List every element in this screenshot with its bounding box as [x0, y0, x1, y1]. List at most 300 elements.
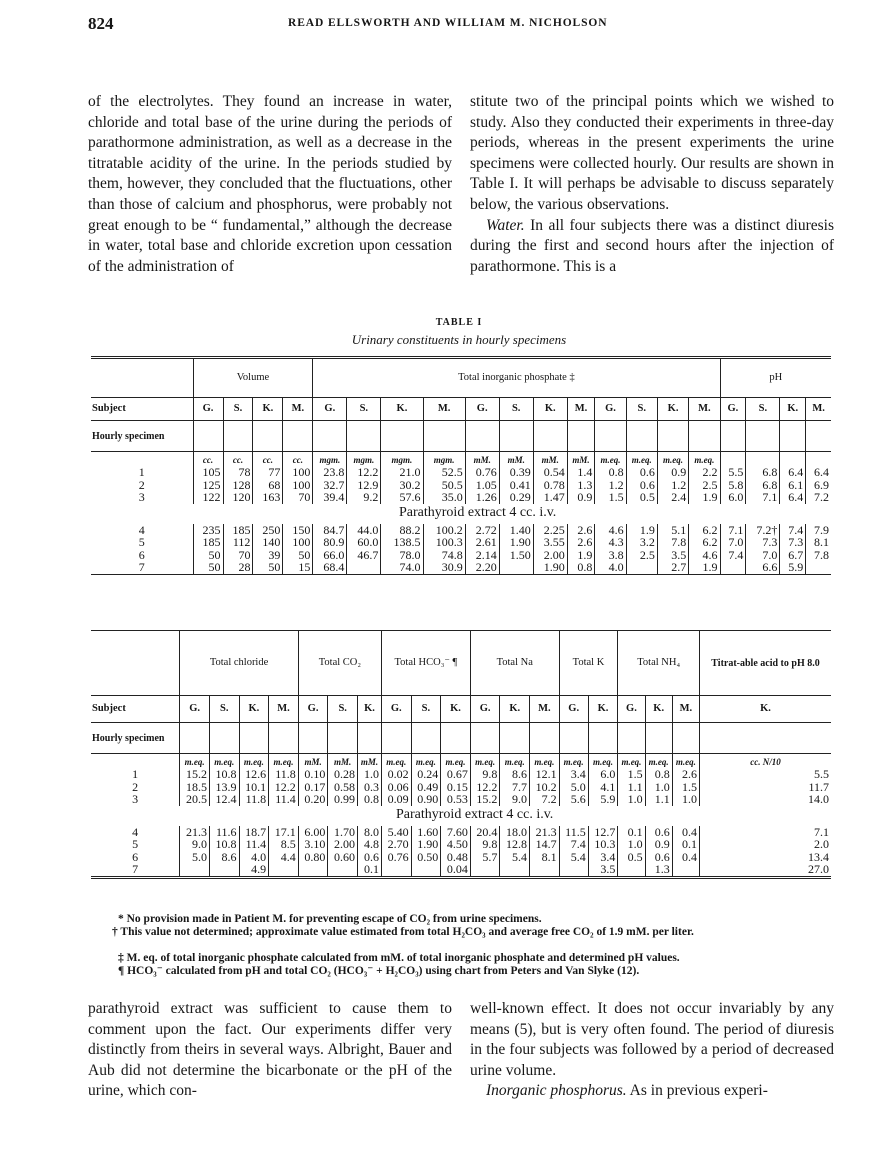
subject-header: G.: [193, 398, 223, 421]
data-cell: 1.1: [645, 793, 672, 806]
empty-cell: [209, 723, 239, 754]
bottom-left-column: [88, 999, 452, 1102]
data-cell: 6.4: [806, 466, 831, 479]
group-header: Total inorganic phosphate ‡: [313, 358, 720, 398]
data-cell: 35.0: [423, 491, 465, 504]
hour-number: 7: [132, 862, 139, 876]
subject-header: G.: [595, 398, 626, 421]
data-cell: 7.1: [746, 491, 780, 504]
data-cell: 100: [283, 479, 313, 492]
unit-cell: [780, 452, 806, 467]
data-cell: 30.9: [423, 561, 465, 574]
data-cell: 1.4: [567, 466, 595, 479]
data-cell: 9.8: [470, 838, 500, 851]
data-cell: 18.0: [500, 826, 530, 839]
subject-header: G.: [470, 696, 500, 723]
data-cell: 4.3: [595, 536, 626, 549]
data-cell: 39.4: [313, 491, 347, 504]
empty-cell: [500, 723, 530, 754]
data-cell: 74.0: [381, 561, 423, 574]
data-cell: [559, 863, 588, 877]
data-cell: 12.2: [347, 466, 381, 479]
data-cell: 7.8: [806, 549, 831, 562]
data-cell: 7.4: [780, 524, 806, 537]
empty-cell: [180, 723, 210, 754]
subject-header: K.: [381, 398, 423, 421]
data-cell: 0.09: [381, 793, 411, 806]
data-cell: 7.0: [746, 549, 780, 562]
data-cell: 14.7: [530, 838, 560, 851]
data-cell: 11.4: [239, 838, 269, 851]
unit-cell: m.eq.: [411, 754, 441, 769]
data-cell: 18.5: [180, 781, 210, 794]
data-cell: 2.0: [700, 838, 831, 851]
data-cell: 32.7: [313, 479, 347, 492]
run-in-heading: Inorganic phosphorus.: [486, 1082, 627, 1100]
data-cell: 140: [253, 536, 283, 549]
data-cell: 1.3: [567, 479, 595, 492]
data-cell: 1.5: [672, 781, 699, 794]
empty-cell: [193, 421, 223, 452]
group-header: pH: [720, 358, 831, 398]
unit-cell: mgm.: [423, 452, 465, 467]
data-cell: 4.0: [239, 851, 269, 864]
table-row: [91, 863, 831, 877]
data-cell: 21.3: [530, 826, 560, 839]
subject-header: K.: [500, 696, 530, 723]
empty-cell: [298, 723, 328, 754]
data-cell: 2.14: [465, 549, 499, 562]
data-cell: 6.8: [746, 466, 780, 479]
data-cell: 2.5: [626, 549, 657, 562]
data-cell: 15.2: [180, 768, 210, 781]
subject-header: K.: [253, 398, 283, 421]
data-cell: [347, 561, 381, 574]
data-cell: 14.0: [700, 793, 831, 806]
data-cell: 3.10: [298, 838, 328, 851]
data-cell: 5.0: [180, 851, 210, 864]
data-cell: 15.2: [470, 793, 500, 806]
table-part-1: [91, 356, 831, 575]
data-cell: 2.20: [465, 561, 499, 574]
data-cell: 0.9: [645, 838, 672, 851]
data-cell: 4.4: [269, 851, 299, 864]
data-cell: 1.05: [465, 479, 499, 492]
data-cell: 0.06: [381, 781, 411, 794]
data-cell: 30.2: [381, 479, 423, 492]
data-cell: 100.2: [423, 524, 465, 537]
unit-cell: m.eq.: [618, 754, 645, 769]
data-cell: 5.8: [720, 479, 746, 492]
data-cell: 57.6: [381, 491, 423, 504]
empty-cell: [347, 421, 381, 452]
data-cell: 9.0: [500, 793, 530, 806]
run-in-heading: Water.: [486, 216, 525, 234]
empty-cell: [223, 421, 253, 452]
data-cell: 0.8: [567, 561, 595, 574]
group-header-row: [91, 358, 831, 398]
data-cell: 1.2: [657, 479, 688, 492]
data-cell: 8.0: [357, 826, 381, 839]
data-cell: 7.1: [700, 826, 831, 839]
hour-number: 6: [132, 849, 139, 864]
hourly-specimen-row: [91, 421, 831, 452]
data-cell: 8.6: [500, 768, 530, 781]
data-cell: 13.4: [700, 851, 831, 864]
subject-header: S.: [328, 696, 358, 723]
table-part-2: [91, 630, 831, 879]
data-cell: 100: [283, 466, 313, 479]
data-cell: 7.0: [720, 536, 746, 549]
subject-header: K.: [441, 696, 471, 723]
subject-header: S.: [626, 398, 657, 421]
paragraph: parathyroid extract was sufficient to cause them to comment upon the fact. Our experiments differ very distinctly from theirs in several ways. Albright, Bauer and Aub did not determine the bicarbonate or the pH of the urine, which con-: [88, 1000, 452, 1100]
empty-cell: [313, 421, 347, 452]
paragraph: stitute two of the principal points which we wished to study. Also they conducted their experiments in three-day periods, whereas in the present experiments the urine specimens were collected hourly. Our results are shown in Table I. It will perhaps be advisable to discuss separately below, the various observations.: [470, 93, 834, 213]
empty-cell: [700, 723, 831, 754]
running-head: READ ELLSWORTH AND WILLIAM M. NICHOLSON: [288, 17, 608, 29]
data-cell: 5.5: [700, 768, 831, 781]
data-cell: 2.72: [465, 524, 499, 537]
data-cell: 6.1: [780, 479, 806, 492]
data-cell: 120: [223, 491, 253, 504]
table-row: [91, 838, 831, 851]
unit-cell: mM.: [567, 452, 595, 467]
unit-cell: mM.: [328, 754, 358, 769]
subject-header: K.: [780, 398, 806, 421]
data-cell: 100.3: [423, 536, 465, 549]
empty-cell: [559, 723, 588, 754]
units-row: [91, 754, 831, 769]
data-cell: 0.3: [357, 781, 381, 794]
hour-number: 4: [138, 522, 145, 537]
data-cell: 68.4: [313, 561, 347, 574]
data-cell: 2.70: [381, 838, 411, 851]
subject-header: M.: [689, 398, 720, 421]
data-cell: [618, 863, 645, 877]
hourly-specimen-row: [91, 723, 831, 754]
unit-cell: cc.: [283, 452, 313, 467]
data-cell: 1.90: [411, 838, 441, 851]
data-cell: 100: [283, 536, 313, 549]
table-row: [91, 561, 831, 574]
data-cell: 6.6: [746, 561, 780, 574]
data-cell: 46.7: [347, 549, 381, 562]
empty-cell: [381, 723, 411, 754]
data-cell: 6.7: [780, 549, 806, 562]
data-cell: 6.9: [806, 479, 831, 492]
data-cell: 1.50: [499, 549, 533, 562]
subject-header: M.: [672, 696, 699, 723]
table-row: [91, 491, 831, 504]
data-cell: 7.7: [500, 781, 530, 794]
data-cell: 50: [193, 561, 223, 574]
data-cell: 28: [223, 561, 253, 574]
data-cell: 80.9: [313, 536, 347, 549]
data-cell: 11.4: [269, 793, 299, 806]
subject-label: Subject: [91, 398, 193, 421]
unit-cell: [720, 452, 746, 467]
data-cell: 7.3: [780, 536, 806, 549]
data-cell: 2.25: [533, 524, 567, 537]
hour-number: 4: [132, 824, 139, 839]
unit-cell: m.eq.: [441, 754, 471, 769]
data-cell: 5.40: [381, 826, 411, 839]
group-header-row: [91, 631, 831, 696]
unit-cell: m.eq.: [530, 754, 560, 769]
data-cell: [499, 561, 533, 574]
data-cell: 4.50: [441, 838, 471, 851]
data-cell: 10.2: [530, 781, 560, 794]
data-cell: 77: [253, 466, 283, 479]
data-cell: 2.6: [567, 536, 595, 549]
data-cell: 11.5: [559, 826, 588, 839]
data-cell: 2.6: [567, 524, 595, 537]
data-cell: 4.9: [239, 863, 269, 877]
data-cell: 5.0: [559, 781, 588, 794]
data-cell: 6.0: [720, 491, 746, 504]
empty-cell: [806, 421, 831, 452]
subject-header: G.: [465, 398, 499, 421]
empty-cell: [283, 421, 313, 452]
data-cell: 0.28: [328, 768, 358, 781]
data-cell: 84.7: [313, 524, 347, 537]
data-cell: 10.3: [588, 838, 618, 851]
hour-number: 1: [138, 465, 145, 479]
unit-cell: m.eq.: [500, 754, 530, 769]
subject-header: S.: [411, 696, 441, 723]
empty-cell: [618, 723, 645, 754]
data-cell: 5.6: [559, 793, 588, 806]
data-cell: 9.0: [180, 838, 210, 851]
empty-cell: [533, 421, 567, 452]
data-cell: 235: [193, 524, 223, 537]
data-cell: 12.7: [588, 826, 618, 839]
data-cell: 11.6: [209, 826, 239, 839]
unit-cell: mM.: [298, 754, 328, 769]
unit-cell: mgm.: [313, 452, 347, 467]
data-cell: 12.9: [347, 479, 381, 492]
data-cell: 0.9: [567, 491, 595, 504]
unit-cell: m.eq.: [689, 452, 720, 467]
data-cell: 0.6: [357, 851, 381, 864]
empty-cell: [588, 723, 618, 754]
page-header: [88, 14, 830, 36]
hour-number: 2: [138, 477, 145, 492]
subject-header: K.: [645, 696, 672, 723]
data-cell: 12.6: [239, 768, 269, 781]
paragraph-phosphorus: Inorganic phosphorus. As in previous experi-: [486, 1082, 768, 1100]
data-cell: 12.4: [209, 793, 239, 806]
data-cell: [672, 863, 699, 877]
data-cell: 6.00: [298, 826, 328, 839]
group-header: Total HCO₃⁻ ¶: [381, 631, 470, 696]
data-cell: 185: [193, 536, 223, 549]
group-header: Volume: [193, 358, 313, 398]
table-row: [91, 536, 831, 549]
data-cell: 2.7: [657, 561, 688, 574]
data-cell: 20.5: [180, 793, 210, 806]
data-cell: 18.7: [239, 826, 269, 839]
data-cell: 9.8: [470, 768, 500, 781]
page-number: 824: [88, 14, 114, 33]
extract-note-row: [91, 806, 831, 826]
subject-header: M.: [530, 696, 560, 723]
data-cell: [720, 561, 746, 574]
data-cell: 1.90: [499, 536, 533, 549]
data-cell: [500, 863, 530, 877]
data-cell: 5.9: [588, 793, 618, 806]
unit-cell: m.eq.: [381, 754, 411, 769]
data-cell: 23.8: [313, 466, 347, 479]
subject-header: S.: [746, 398, 780, 421]
data-cell: 17.1: [269, 826, 299, 839]
data-cell: 8.6: [209, 851, 239, 864]
paragraph: of the electrolytes. They found an increase in water, chloride and total base of the urine during the periods of parathormone administration, as well as a decrease in the titratable acidity of the urine. In the periods studied by them, however, they concluded that the fluctuations, other than those of calcium and phosphorus, were probably not great enough to be “ fundamental,” although the decrease in water, total base and chloride excretion upon cessation of the administration of: [88, 93, 452, 275]
empty-cell: [657, 421, 688, 452]
table-row: [91, 768, 831, 781]
data-cell: 2.00: [533, 549, 567, 562]
subject-header: G.: [298, 696, 328, 723]
subject-header: S.: [223, 398, 253, 421]
data-cell: [209, 863, 239, 877]
empty-cell: [91, 754, 180, 769]
subject-header: G.: [381, 696, 411, 723]
subject-label: Subject: [91, 696, 180, 723]
data-cell: [626, 561, 657, 574]
data-cell: 0.39: [499, 466, 533, 479]
data-cell: 0.17: [298, 781, 328, 794]
data-cell: 0.29: [499, 491, 533, 504]
unit-cell: [806, 452, 831, 467]
data-cell: 12.2: [470, 781, 500, 794]
data-cell: 0.15: [441, 781, 471, 794]
data-cell: 27.0: [700, 863, 831, 877]
data-cell: 70: [283, 491, 313, 504]
table-label: TABLE I: [435, 317, 483, 328]
hour-number: 6: [138, 547, 145, 562]
group-header: Total K: [559, 631, 618, 696]
data-cell: [530, 863, 560, 877]
data-cell: 1.26: [465, 491, 499, 504]
data-cell: 5.9: [780, 561, 806, 574]
data-cell: 3.4: [588, 851, 618, 864]
data-cell: 122: [193, 491, 223, 504]
data-cell: 2.2: [689, 466, 720, 479]
unit-cell: m.eq.: [559, 754, 588, 769]
data-cell: 1.47: [533, 491, 567, 504]
data-cell: 0.8: [595, 466, 626, 479]
subject-header: K.: [657, 398, 688, 421]
data-cell: 6.8: [746, 479, 780, 492]
data-cell: 4.6: [595, 524, 626, 537]
unit-cell: m.eq.: [626, 452, 657, 467]
unit-cell: mgm.: [381, 452, 423, 467]
data-cell: 0.76: [465, 466, 499, 479]
data-cell: 12.8: [500, 838, 530, 851]
data-cell: 88.2: [381, 524, 423, 537]
subject-header-row: [91, 398, 831, 421]
data-cell: 7.2: [530, 793, 560, 806]
data-cell: 0.76: [381, 851, 411, 864]
empty-cell: [720, 421, 746, 452]
subject-header: K.: [533, 398, 567, 421]
unit-cell: m.eq.: [672, 754, 699, 769]
top-left-column: [88, 92, 452, 277]
data-cell: 0.53: [441, 793, 471, 806]
data-cell: 1.9: [567, 549, 595, 562]
data-cell: 6.4: [780, 491, 806, 504]
data-cell: 6.0: [588, 768, 618, 781]
data-cell: 50.5: [423, 479, 465, 492]
hour-number: 5: [138, 535, 145, 549]
empty-cell: [357, 723, 381, 754]
data-cell: 1.0: [618, 838, 645, 851]
subject-header: K.: [239, 696, 269, 723]
empty-cell: [567, 421, 595, 452]
empty-cell: [441, 723, 471, 754]
data-cell: [381, 863, 411, 877]
data-cell: 128: [223, 479, 253, 492]
data-cell: 0.48: [441, 851, 471, 864]
data-cell: [470, 863, 500, 877]
data-cell: 7.2†: [746, 524, 780, 537]
empty-cell: [499, 421, 533, 452]
data-cell: 9.2: [347, 491, 381, 504]
data-cell: 60.0: [347, 536, 381, 549]
subject-header: K.: [588, 696, 618, 723]
subject-header-row: [91, 696, 831, 723]
unit-cell: [746, 452, 780, 467]
data-cell: 21.3: [180, 826, 210, 839]
subject-header: K.: [700, 696, 831, 723]
hour-number: 5: [132, 837, 139, 851]
data-cell: 112: [223, 536, 253, 549]
empty-cell: [269, 723, 299, 754]
data-cell: 0.6: [626, 479, 657, 492]
data-cell: 1.60: [411, 826, 441, 839]
data-cell: 68: [253, 479, 283, 492]
data-cell: 66.0: [313, 549, 347, 562]
data-cell: 0.8: [357, 793, 381, 806]
unit-cell: m.eq.: [239, 754, 269, 769]
data-cell: 1.1: [618, 781, 645, 794]
corner-cell: [91, 631, 180, 696]
corner-cell: [91, 358, 193, 398]
data-cell: 0.04: [441, 863, 471, 877]
data-cell: 0.10: [298, 768, 328, 781]
data-cell: 0.1: [618, 826, 645, 839]
data-cell: 0.90: [411, 793, 441, 806]
data-cell: 5.7: [470, 851, 500, 864]
empty-cell: [672, 723, 699, 754]
unit-cell: mM.: [499, 452, 533, 467]
group-header: Total NH₄: [618, 631, 700, 696]
footnote: * No provision made in Patient M. for preventing escape of CO₂ from urine specimens.: [118, 913, 542, 925]
data-cell: 0.4: [672, 826, 699, 839]
data-cell: 0.67: [441, 768, 471, 781]
paragraph: well-known effect. It does not occur invariably by any means (5), but is very often found. The period of diuresis in the four subjects was followed by a period of decreased urine volume.: [470, 1000, 834, 1079]
data-cell: 1.3: [645, 863, 672, 877]
data-cell: 6.2: [689, 524, 720, 537]
empty-cell: [746, 421, 780, 452]
data-cell: 1.0: [672, 793, 699, 806]
empty-cell: [423, 421, 465, 452]
data-cell: 3.2: [626, 536, 657, 549]
paragraph-water: Water. In all four subjects there was a distinct diuresis during the first and second hours after the injection of parathormone. This is a: [470, 216, 834, 275]
subject-header: K.: [357, 696, 381, 723]
data-cell: 7.60: [441, 826, 471, 839]
